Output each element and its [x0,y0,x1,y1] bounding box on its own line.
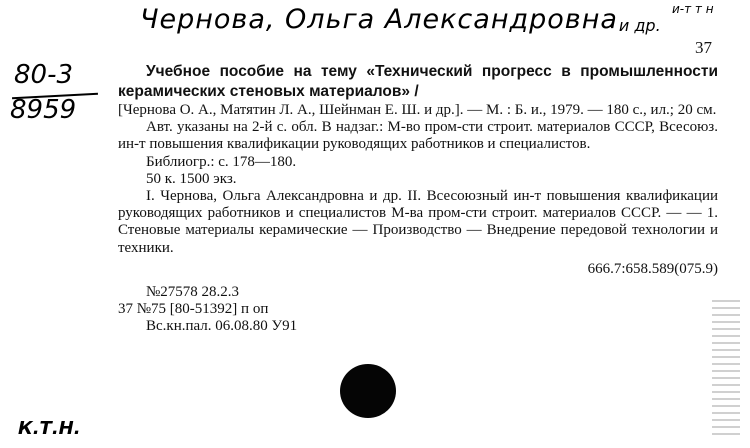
bibliography-note: Библиогр.: с. 178—180. [146,153,297,170]
handwritten-author-heading: Чернова, Ольга Александровна [140,4,618,35]
card-body [118,62,718,336]
book-title: Учебное пособие на тему «Технический прогресс в промышленности керамических стеновых материалов» / [118,63,718,100]
card-number: 37 [695,38,712,57]
shelf-mark-top: 80-3 [14,60,74,90]
stamp-line-1: №27578 28.2.3 [146,284,240,301]
note-authors: Авт. указаны на 2-й с. обл. В надзаг.: М-во пром-сти строит. материалов СССР, Всесоюз. ин-т повышения квалификации руководящих работников и специалистов. [118,119,718,153]
scan-edge-noise [712,300,740,440]
stamp-line-2: 37 №75 [80-51392] п оп [118,301,269,318]
handwritten-et-al: - и др. [608,16,661,35]
punch-hole [340,364,396,418]
stamp-line-3: Вс.кн.пал. 06.08.80 У91 [146,318,298,335]
price-print-run: 50 к. 1500 экз. [146,170,237,187]
shelf-mark-bottom: 8959 [10,95,77,125]
handwritten-note: и-т т н [672,2,714,16]
tracings: I. Чернова, Ольга Александровна и др. II. Всесоюзный ин-т повышения квалификации руководящих работников и специалистов М-ва пром-сти строит. материалов СССР. — — 1. Стеновые материалы керамические — Производство — Внедрение передовой технологии и техники. [118,188,718,256]
classification-index: 666.7:658.589(075.9) [587,260,718,277]
authors-imprint: [Чернова О. А., Матятин Л. А., Шейнман Е. Ш. и др.]. — М. : Б. и., 1979. — 180 с., ил.; 20 см. [118,102,717,118]
handwritten-degree: К.Т.Н. [18,418,81,439]
